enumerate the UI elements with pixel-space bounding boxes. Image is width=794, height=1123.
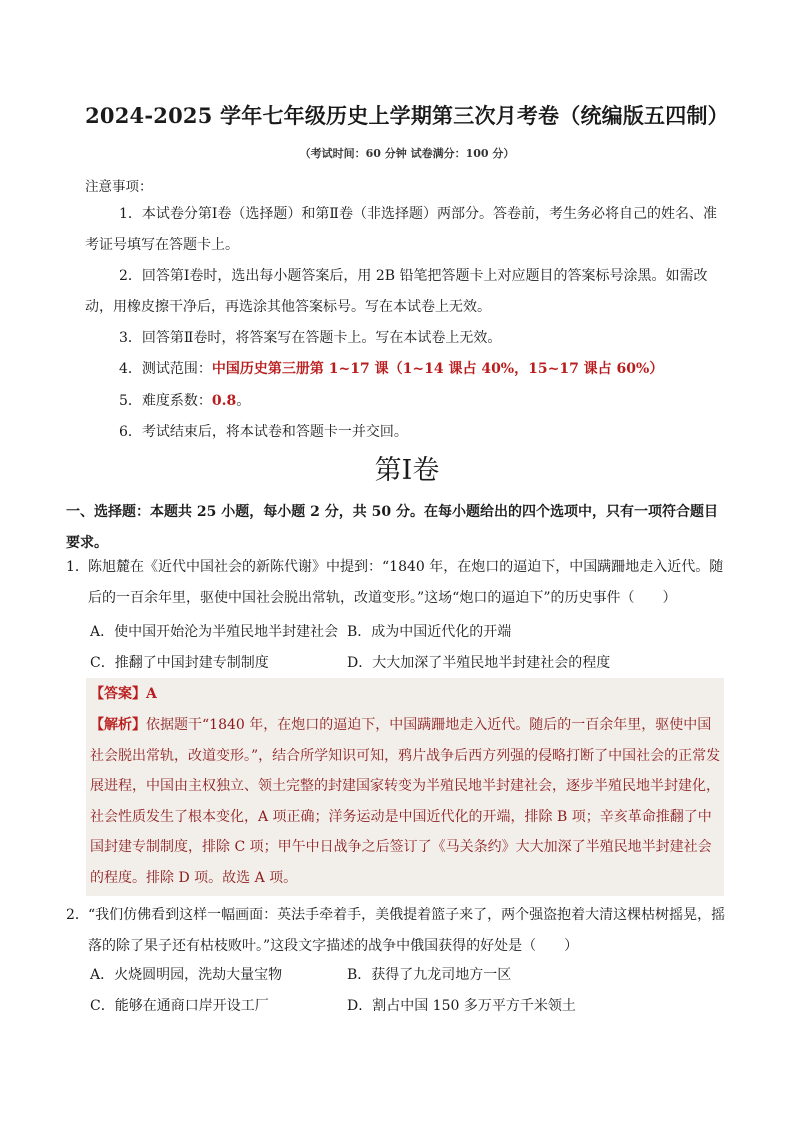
q2-option-d[interactable]: D．割占中国 150 多万平方千米领土: [347, 998, 576, 1014]
q1-answer: 【答案】A: [90, 686, 157, 702]
question-1: [66, 552, 734, 614]
notice-item-2: 2．回答第Ⅰ卷时，选出每小题答案后，用 2B 铅笔把答题卡上对应题目的答案标号涂黑。如需改动，用橡皮擦干净后，再选涂其他答案标号。写在本试卷上无效。: [85, 268, 708, 315]
q2-option-a[interactable]: A．火烧圆明园，洗劫大量宝物: [90, 967, 283, 983]
notice-item-6: 6．考试结束后，将本试卷和答题卡一并交回。: [119, 424, 408, 440]
section-heading: 一、选择题：本题共 25 小题，每小题 2 分，共 50 分。在每小题给出的四个选项中，只有一项符合题目要求。: [66, 504, 718, 551]
notice-item-1: 1．本试卷分第Ⅰ卷（选择题）和第Ⅱ卷（非选择题）两部分。答卷前，考生务必将自己的姓名、准考证号填写在答题卡上。: [85, 206, 717, 253]
volume-title: 第Ⅰ卷: [374, 455, 440, 486]
q2-option-c[interactable]: C．能够在通商口岸开设工厂: [90, 998, 269, 1014]
notice-item-5-prefix: 5．难度系数：: [119, 393, 212, 409]
notice-item-4: [85, 354, 725, 385]
notice-item-4-prefix: 4．测试范围：: [119, 361, 212, 377]
notice-item-3: 3．回答第Ⅱ卷时，将答案写在答题卡上。写在本试卷上无效。: [119, 330, 502, 346]
notice-item-5-suffix: 。: [236, 393, 251, 409]
exam-title: 2024-2025 学年七年级历史上学期第三次月考卷（统编版五四制）: [85, 103, 729, 128]
notice-item-5: [85, 386, 725, 417]
exam-subtitle: （考试时间：60 分钟 试卷满分：100 分）: [299, 147, 515, 160]
q1-analysis: [90, 710, 722, 893]
question-2: [66, 900, 734, 962]
test-range: 中国历史第三册第 1~17 课（1~14 课占 40%，15~17 课占 60%）: [211, 361, 664, 377]
question-2-number: 2．: [66, 907, 89, 923]
q2-option-b[interactable]: B．获得了九龙司地方一区: [347, 967, 512, 983]
q1-analysis-label: 【解析】: [90, 717, 146, 733]
question-1-stem: 陈旭麓在《近代中国社会的新陈代谢》中提到：“1840 年，在炮口的逼迫下，中国蹒跚地走入近代。随后的一百余年里，驱使中国社会脱出常轨，改道变形。”这场“炮口的逼迫下”的历史事件（ ）: [88, 559, 724, 606]
q1-option-c[interactable]: C．推翻了中国封建专制制度: [90, 655, 269, 671]
q1-option-b[interactable]: B．成为中国近代化的开端: [347, 624, 512, 640]
difficulty-value: 0.8: [211, 393, 237, 409]
q1-analysis-text: 依据题干“1840 年，在炮口的逼迫下，中国蹒跚地走入近代。随后的一百余年里，驱使中国社会脱出常轨，改道变形。”，结合所学知识可知，鸦片战争后西方列强的侵略打断了中国社会的正常发展进程，中国由主权独立、领土完整的封建国家转变为半殖民地半封建社会，逐步半殖民地半封建化，社会性质发生了根本变化，A 项正确；洋务运动是中国近代化的开端，排除 B 项；辛亥革命推翻了中国封建专制制度，排除 C 项；甲午中日战争之后签订了《马关条约》大大加深了半殖民地半封建社会的程度。排除 D 项。故选 A 项。: [90, 717, 721, 886]
question-1-number: 1．: [66, 559, 89, 575]
notice-heading: 注意事项：: [85, 179, 153, 195]
question-2-stem: “我们仿佛看到这样一幅画面：英法手牵着手，美俄提着篮子来了，两个强盗抱着大清这棵枯树摇晃，摇落的除了果子还有枯枝败叶。”这段文字描述的战争中俄国获得的好处是（ ）: [88, 907, 726, 954]
q1-option-a[interactable]: A．使中国开始沦为半殖民地半封建社会: [90, 624, 339, 640]
q1-option-d[interactable]: D．大大加深了半殖民地半封建社会的程度: [347, 655, 611, 671]
